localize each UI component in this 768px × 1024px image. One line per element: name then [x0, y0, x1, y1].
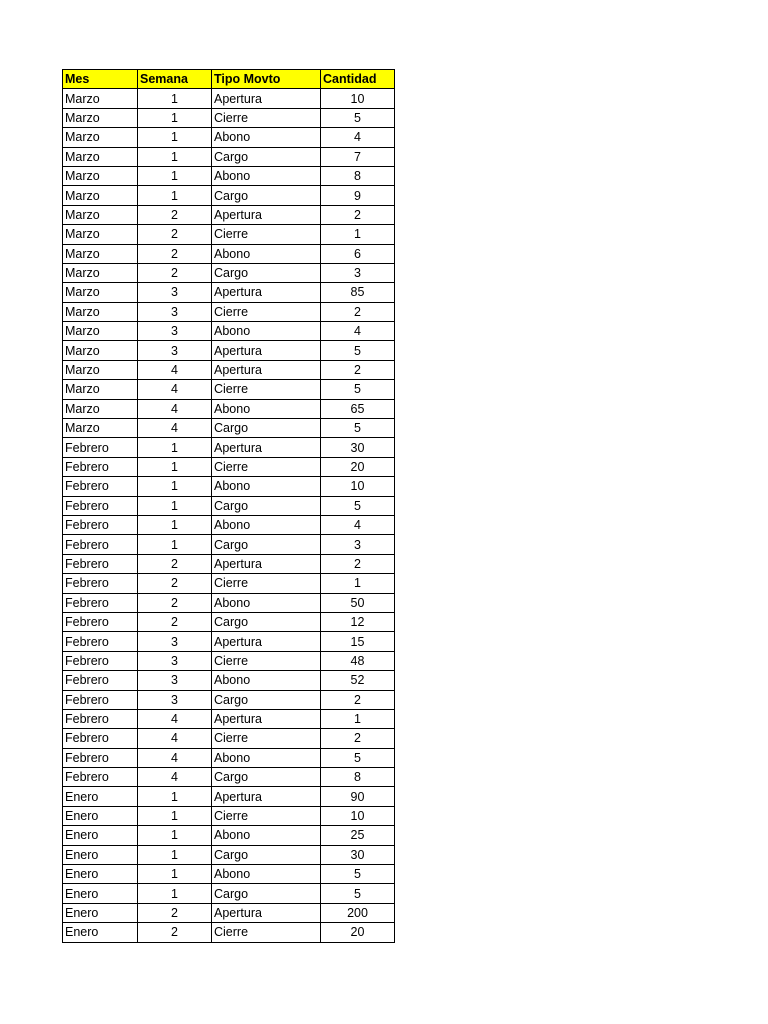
cell-tipo-movto: Cierre [212, 457, 321, 476]
cell-semana: 1 [138, 535, 212, 554]
cell-cantidad: 5 [321, 108, 395, 127]
cell-mes: Febrero [63, 690, 138, 709]
cell-cantidad: 2 [321, 205, 395, 224]
cell-mes: Marzo [63, 89, 138, 108]
cell-tipo-movto: Apertura [212, 341, 321, 360]
cell-semana: 4 [138, 360, 212, 379]
cell-semana: 1 [138, 147, 212, 166]
cell-tipo-movto: Cierre [212, 108, 321, 127]
cell-mes: Marzo [63, 108, 138, 127]
cell-cantidad: 20 [321, 457, 395, 476]
table-row [63, 225, 395, 244]
table-row [63, 263, 395, 282]
table-row [63, 360, 395, 379]
cell-cantidad: 1 [321, 225, 395, 244]
cell-cantidad: 50 [321, 593, 395, 612]
cell-mes: Febrero [63, 496, 138, 515]
cell-cantidad: 10 [321, 89, 395, 108]
table-row [63, 826, 395, 845]
cell-cantidad: 200 [321, 903, 395, 922]
cell-mes: Enero [63, 806, 138, 825]
cell-semana: 2 [138, 574, 212, 593]
cell-mes: Febrero [63, 515, 138, 534]
table-row [63, 477, 395, 496]
cell-cantidad: 5 [321, 380, 395, 399]
cell-semana: 4 [138, 768, 212, 787]
cell-tipo-movto: Apertura [212, 283, 321, 302]
cell-tipo-movto: Apertura [212, 903, 321, 922]
cell-mes: Febrero [63, 612, 138, 631]
cell-tipo-movto: Cargo [212, 186, 321, 205]
cell-cantidad: 2 [321, 554, 395, 573]
cell-cantidad: 52 [321, 671, 395, 690]
cell-tipo-movto: Cierre [212, 651, 321, 670]
table-row [63, 535, 395, 554]
header-semana: Semana [138, 70, 212, 89]
cell-semana: 1 [138, 806, 212, 825]
cell-cantidad: 48 [321, 651, 395, 670]
cell-mes: Marzo [63, 360, 138, 379]
header-cantidad: Cantidad [321, 70, 395, 89]
cell-tipo-movto: Abono [212, 399, 321, 418]
table-row [63, 244, 395, 263]
cell-cantidad: 5 [321, 748, 395, 767]
cell-mes: Enero [63, 826, 138, 845]
table-row [63, 593, 395, 612]
cell-mes: Marzo [63, 322, 138, 341]
cell-mes: Marzo [63, 302, 138, 321]
cell-semana: 1 [138, 845, 212, 864]
cell-tipo-movto: Cargo [212, 884, 321, 903]
cell-semana: 1 [138, 515, 212, 534]
cell-cantidad: 1 [321, 574, 395, 593]
cell-mes: Marzo [63, 166, 138, 185]
table-row [63, 865, 395, 884]
cell-semana: 1 [138, 457, 212, 476]
table-row [63, 574, 395, 593]
cell-semana: 3 [138, 632, 212, 651]
cell-semana: 3 [138, 341, 212, 360]
cell-cantidad: 3 [321, 263, 395, 282]
cell-cantidad: 5 [321, 865, 395, 884]
table-row [63, 283, 395, 302]
cell-tipo-movto: Cierre [212, 380, 321, 399]
table-row [63, 457, 395, 476]
cell-tipo-movto: Apertura [212, 205, 321, 224]
table-row [63, 845, 395, 864]
cell-cantidad: 4 [321, 128, 395, 147]
table-body [63, 89, 395, 942]
table-row [63, 923, 395, 942]
cell-mes: Enero [63, 923, 138, 942]
cell-semana: 2 [138, 923, 212, 942]
cell-mes: Febrero [63, 457, 138, 476]
cell-semana: 1 [138, 865, 212, 884]
cell-semana: 1 [138, 884, 212, 903]
cell-mes: Febrero [63, 729, 138, 748]
table-row [63, 322, 395, 341]
cell-tipo-movto: Cargo [212, 496, 321, 515]
table-row [63, 768, 395, 787]
table-row [63, 147, 395, 166]
cell-semana: 1 [138, 826, 212, 845]
cell-semana: 2 [138, 244, 212, 263]
cell-semana: 3 [138, 283, 212, 302]
cell-semana: 3 [138, 322, 212, 341]
cell-cantidad: 10 [321, 477, 395, 496]
cell-mes: Marzo [63, 225, 138, 244]
cell-semana: 1 [138, 787, 212, 806]
cell-cantidad: 85 [321, 283, 395, 302]
cell-mes: Febrero [63, 709, 138, 728]
cell-tipo-movto: Cargo [212, 535, 321, 554]
cell-mes: Febrero [63, 748, 138, 767]
cell-semana: 1 [138, 186, 212, 205]
cell-semana: 3 [138, 302, 212, 321]
cell-mes: Enero [63, 865, 138, 884]
cell-semana: 3 [138, 671, 212, 690]
cell-cantidad: 1 [321, 709, 395, 728]
cell-cantidad: 6 [321, 244, 395, 263]
cell-mes: Marzo [63, 419, 138, 438]
cell-tipo-movto: Cargo [212, 612, 321, 631]
cell-tipo-movto: Cargo [212, 690, 321, 709]
cell-tipo-movto: Abono [212, 515, 321, 534]
cell-tipo-movto: Abono [212, 748, 321, 767]
header-tipo-movto: Tipo Movto [212, 70, 321, 89]
cell-cantidad: 4 [321, 322, 395, 341]
cell-cantidad: 2 [321, 360, 395, 379]
cell-semana: 4 [138, 399, 212, 418]
cell-semana: 4 [138, 709, 212, 728]
table-row [63, 205, 395, 224]
cell-cantidad: 20 [321, 923, 395, 942]
cell-mes: Marzo [63, 380, 138, 399]
cell-mes: Marzo [63, 399, 138, 418]
cell-semana: 2 [138, 903, 212, 922]
cell-tipo-movto: Cargo [212, 845, 321, 864]
cell-semana: 4 [138, 748, 212, 767]
table-row [63, 651, 395, 670]
cell-semana: 3 [138, 651, 212, 670]
cell-mes: Febrero [63, 574, 138, 593]
cell-tipo-movto: Abono [212, 244, 321, 263]
cell-tipo-movto: Apertura [212, 709, 321, 728]
table-row [63, 884, 395, 903]
cell-cantidad: 25 [321, 826, 395, 845]
cell-cantidad: 90 [321, 787, 395, 806]
cell-tipo-movto: Apertura [212, 438, 321, 457]
cell-cantidad: 8 [321, 166, 395, 185]
table-row [63, 612, 395, 631]
cell-cantidad: 65 [321, 399, 395, 418]
cell-semana: 2 [138, 612, 212, 631]
table-row [63, 438, 395, 457]
cell-cantidad: 5 [321, 884, 395, 903]
table-row [63, 903, 395, 922]
cell-mes: Enero [63, 845, 138, 864]
table-row [63, 89, 395, 108]
cell-cantidad: 12 [321, 612, 395, 631]
cell-semana: 2 [138, 225, 212, 244]
cell-semana: 4 [138, 380, 212, 399]
cell-tipo-movto: Cargo [212, 768, 321, 787]
cell-tipo-movto: Cargo [212, 147, 321, 166]
cell-mes: Marzo [63, 283, 138, 302]
table-row [63, 380, 395, 399]
cell-mes: Enero [63, 787, 138, 806]
cell-cantidad: 15 [321, 632, 395, 651]
cell-mes: Febrero [63, 554, 138, 573]
cell-tipo-movto: Cierre [212, 806, 321, 825]
cell-cantidad: 3 [321, 535, 395, 554]
cell-mes: Enero [63, 884, 138, 903]
cell-cantidad: 2 [321, 729, 395, 748]
cell-tipo-movto: Abono [212, 593, 321, 612]
table-row [63, 554, 395, 573]
cell-tipo-movto: Cierre [212, 225, 321, 244]
cell-cantidad: 5 [321, 419, 395, 438]
cell-mes: Marzo [63, 186, 138, 205]
cell-mes: Febrero [63, 632, 138, 651]
cell-semana: 1 [138, 128, 212, 147]
table-row [63, 632, 395, 651]
cell-tipo-movto: Cargo [212, 419, 321, 438]
cell-semana: 1 [138, 496, 212, 515]
cell-cantidad: 10 [321, 806, 395, 825]
cell-tipo-movto: Abono [212, 322, 321, 341]
cell-tipo-movto: Apertura [212, 632, 321, 651]
table-row [63, 748, 395, 767]
cell-cantidad: 30 [321, 438, 395, 457]
cell-tipo-movto: Apertura [212, 554, 321, 573]
cell-mes: Febrero [63, 477, 138, 496]
cell-semana: 4 [138, 419, 212, 438]
header-mes: Mes [63, 70, 138, 89]
cell-cantidad: 5 [321, 341, 395, 360]
cell-semana: 2 [138, 263, 212, 282]
cell-semana: 1 [138, 89, 212, 108]
cell-tipo-movto: Cierre [212, 729, 321, 748]
cell-tipo-movto: Cierre [212, 923, 321, 942]
cell-tipo-movto: Apertura [212, 360, 321, 379]
table-row [63, 671, 395, 690]
cell-semana: 2 [138, 205, 212, 224]
header-row [63, 70, 395, 89]
cell-semana: 1 [138, 477, 212, 496]
cell-tipo-movto: Abono [212, 128, 321, 147]
cell-semana: 2 [138, 554, 212, 573]
table-row [63, 787, 395, 806]
cell-mes: Marzo [63, 263, 138, 282]
cell-semana: 1 [138, 438, 212, 457]
cell-tipo-movto: Abono [212, 865, 321, 884]
cell-mes: Febrero [63, 671, 138, 690]
cell-cantidad: 4 [321, 515, 395, 534]
cell-cantidad: 7 [321, 147, 395, 166]
cell-tipo-movto: Abono [212, 826, 321, 845]
cell-mes: Marzo [63, 128, 138, 147]
table-row [63, 806, 395, 825]
cell-cantidad: 30 [321, 845, 395, 864]
cell-cantidad: 5 [321, 496, 395, 515]
table-row [63, 341, 395, 360]
cell-mes: Marzo [63, 147, 138, 166]
cell-mes: Febrero [63, 593, 138, 612]
table-row [63, 186, 395, 205]
table-row [63, 729, 395, 748]
cell-semana: 1 [138, 166, 212, 185]
cell-mes: Febrero [63, 768, 138, 787]
table-row [63, 302, 395, 321]
cell-mes: Febrero [63, 438, 138, 457]
cell-tipo-movto: Abono [212, 166, 321, 185]
cell-semana: 3 [138, 690, 212, 709]
table-row [63, 690, 395, 709]
cell-mes: Enero [63, 903, 138, 922]
table-row [63, 515, 395, 534]
table-row [63, 496, 395, 515]
cell-tipo-movto: Apertura [212, 89, 321, 108]
table-row [63, 166, 395, 185]
table-row [63, 108, 395, 127]
cell-cantidad: 9 [321, 186, 395, 205]
cell-cantidad: 2 [321, 302, 395, 321]
cell-semana: 2 [138, 593, 212, 612]
cell-tipo-movto: Cierre [212, 574, 321, 593]
cell-semana: 4 [138, 729, 212, 748]
cell-mes: Febrero [63, 535, 138, 554]
table-row [63, 399, 395, 418]
cell-semana: 1 [138, 108, 212, 127]
cell-mes: Marzo [63, 205, 138, 224]
cell-tipo-movto: Cargo [212, 263, 321, 282]
cell-mes: Marzo [63, 341, 138, 360]
table-row [63, 709, 395, 728]
cell-mes: Marzo [63, 244, 138, 263]
cell-tipo-movto: Abono [212, 671, 321, 690]
cell-cantidad: 2 [321, 690, 395, 709]
data-table [62, 69, 395, 943]
cell-mes: Febrero [63, 651, 138, 670]
cell-tipo-movto: Apertura [212, 787, 321, 806]
table-row [63, 128, 395, 147]
cell-tipo-movto: Cierre [212, 302, 321, 321]
cell-cantidad: 8 [321, 768, 395, 787]
table-row [63, 419, 395, 438]
cell-tipo-movto: Abono [212, 477, 321, 496]
